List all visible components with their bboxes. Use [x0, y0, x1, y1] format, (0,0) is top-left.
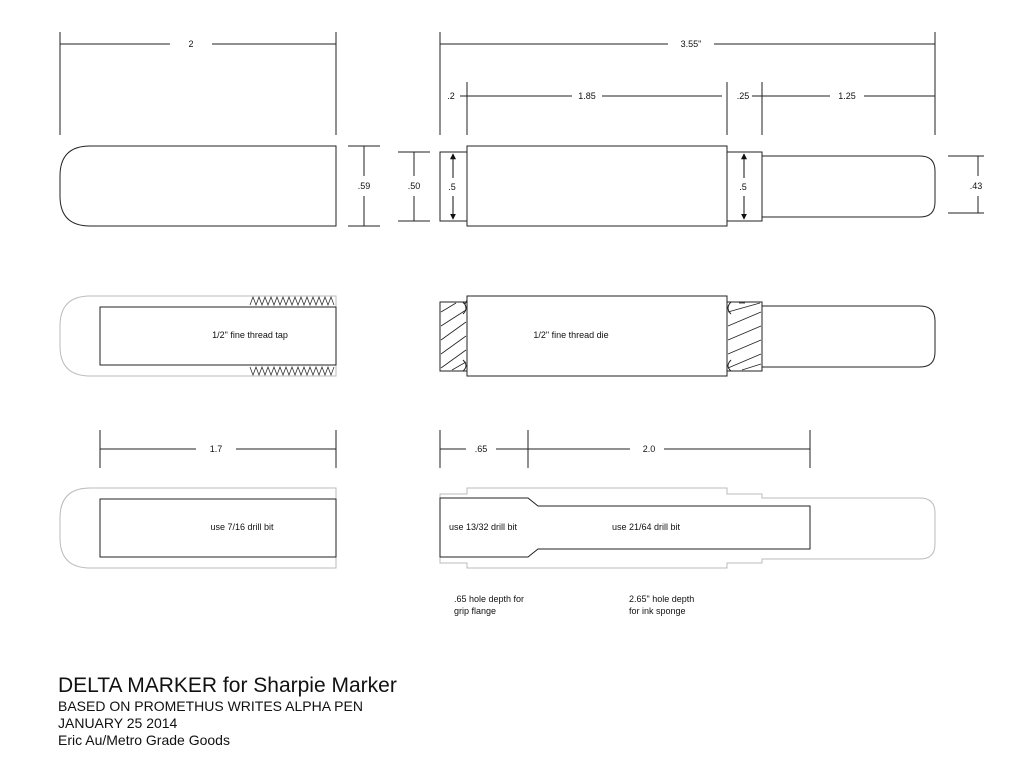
body-thread-dia-left-dim: .5 — [448, 182, 456, 192]
body-tail-dim: 1.25 — [838, 91, 856, 101]
drawing-author: Eric Au/Metro Grade Goods — [58, 732, 230, 748]
body-thread-section — [440, 296, 935, 376]
body-total-length-dim: 3.55" — [680, 39, 702, 49]
cap-outer-dia-dim: .59 — [357, 181, 371, 191]
cap-inner-dia-dim: .50 — [407, 181, 421, 191]
grip-hole-depth-dim: .65 — [474, 444, 488, 454]
drawing-subtitle: BASED ON PROMETHUS WRITES ALPHA PEN — [58, 698, 363, 714]
body-tail-dia-dim: .43 — [969, 181, 983, 191]
cap-length-dim: 2 — [188, 39, 194, 49]
body-drill-section — [440, 430, 935, 568]
body-thread-dia-right-dim: .5 — [739, 182, 747, 192]
body-flange-dim: .2 — [447, 91, 455, 101]
die-label: 1/2" fine thread die — [533, 330, 609, 340]
ink-note-line2: for ink sponge — [629, 606, 686, 616]
cap-top-view — [60, 32, 430, 226]
grip-note-line1: .65 hole depth for — [454, 594, 525, 604]
cap-thread-zigzag-top — [250, 297, 334, 305]
cap-thread-section — [60, 296, 336, 376]
body-thread2-dim: .25 — [736, 91, 750, 101]
body-main-dim: 1.85 — [578, 91, 596, 101]
ink-hole-depth-dim: 2.0 — [642, 444, 656, 454]
grip-drill-label: use 13/32 drill bit — [448, 522, 518, 532]
cap-bore-depth-dim: 1.7 — [209, 444, 223, 454]
ink-note-line1: 2.65" hole depth — [629, 594, 695, 604]
tap-label: 1/2" fine thread tap — [212, 330, 288, 340]
drawing-date: JANUARY 25 2014 — [58, 715, 178, 731]
title-block — [58, 674, 397, 749]
body-top-view — [440, 32, 984, 226]
ink-drill-label: use 21/64 drill bit — [611, 522, 681, 532]
cap-drill-label: use 7/16 drill bit — [210, 522, 274, 532]
cap-thread-zigzag-bottom — [250, 367, 334, 375]
cap-drill-section — [60, 430, 336, 568]
drawing-title: DELTA MARKER for Sharpie Marker — [58, 674, 397, 697]
grip-note-line2: grip flange — [454, 606, 497, 616]
